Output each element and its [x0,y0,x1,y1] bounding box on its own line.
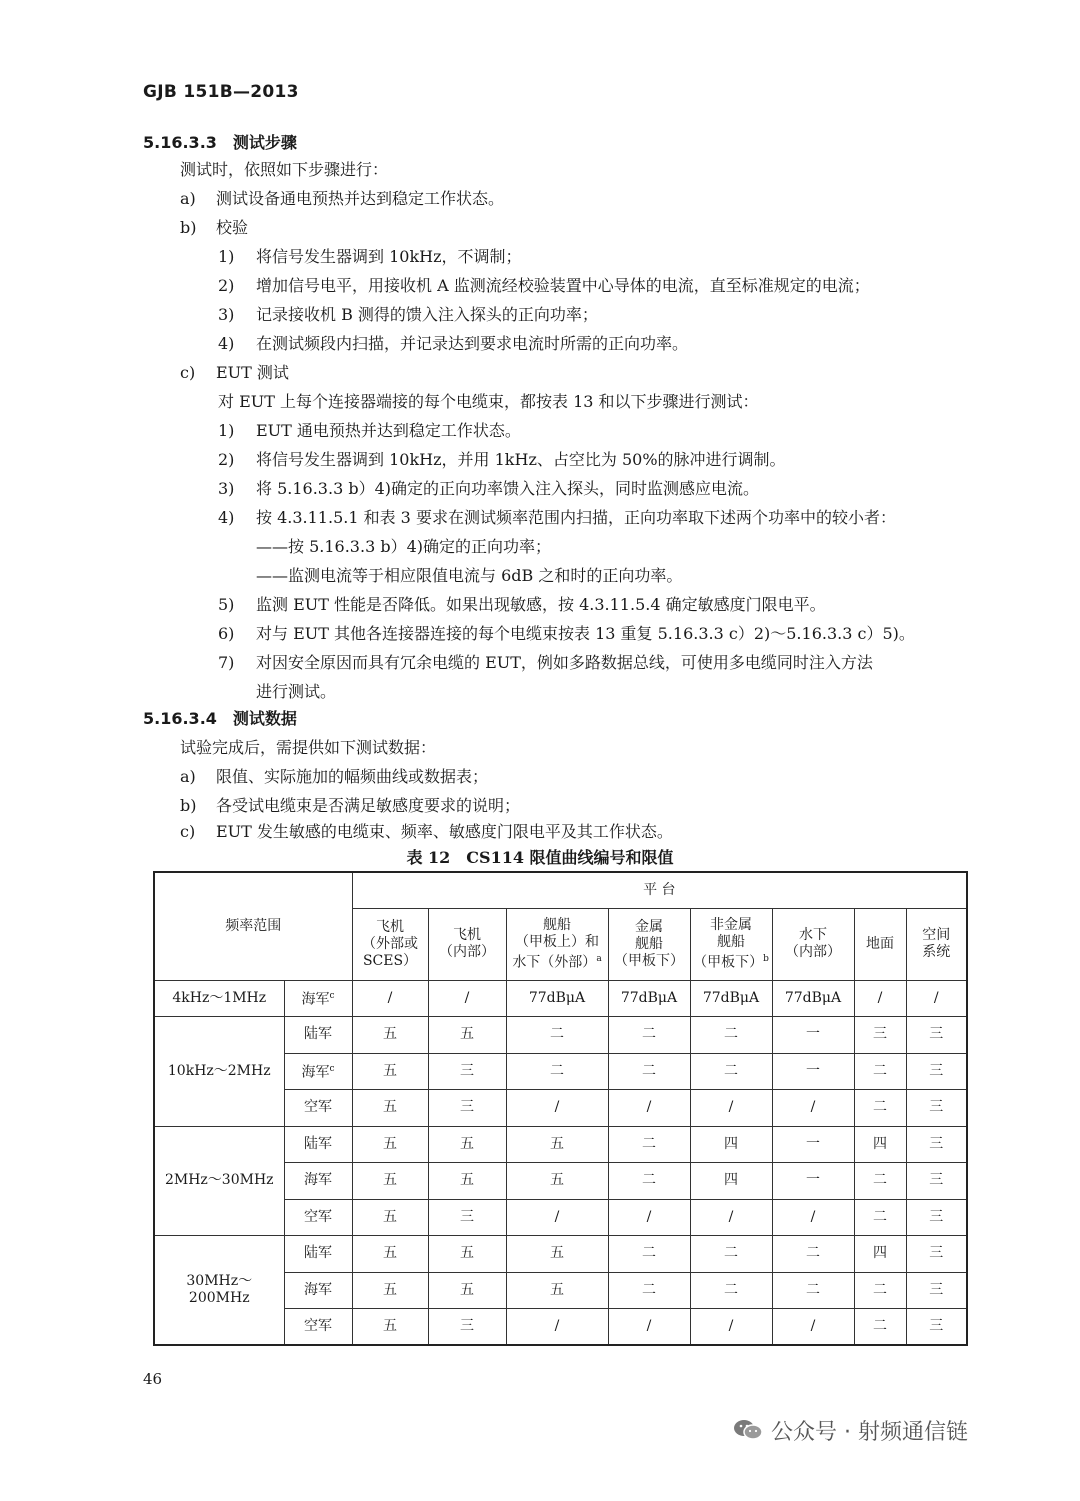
section-title: 测试步骤 [232,133,297,152]
limit-cell: 五 [352,1236,428,1273]
item-marker: b) [180,796,197,815]
limit-cell: 四 [854,1236,906,1273]
limit-cell: / [906,980,967,1017]
limit-cell: / [608,1199,690,1236]
header-line [693,951,770,972]
service-label: 空军 [304,1208,332,1225]
limit-cell: 三 [906,1017,967,1054]
freq-range-cell [154,1236,284,1346]
limit-cell: 二 [608,1126,690,1163]
limit-cell: / [772,1309,854,1346]
limit-cell: 二 [608,1017,690,1054]
item-marker: a) [180,767,196,786]
item-marker: 1) [218,421,235,440]
limit-cell: 五 [352,1272,428,1309]
limit-cell: 77dBμA [506,980,608,1017]
limit-cell: 二 [772,1236,854,1273]
footnote-marker: a [596,953,602,964]
limit-cell: 二 [608,1053,690,1090]
limit-cell: 五 [428,1272,506,1309]
limit-cell: 四 [690,1126,772,1163]
freq-range-cell: 2MHz～30MHz [154,1126,284,1236]
table-row [154,1126,967,1163]
page-number: 46 [143,1370,163,1388]
limit-cell: / [690,1309,772,1346]
limit-cell: / [428,980,506,1017]
cs114-limits-table [153,871,968,1346]
item-marker: 6) [218,624,235,643]
limit-cell: 三 [906,1090,967,1127]
item-marker: c) [180,363,196,382]
limit-cell: 五 [352,1163,428,1200]
header-line: 空间 [922,927,951,943]
limit-cell: 一 [772,1053,854,1090]
limit-cell: 三 [428,1053,506,1090]
limit-cell: 77dBμA [608,980,690,1017]
item-marker: 2) [218,276,235,295]
limit-cell: 四 [690,1163,772,1200]
limit-cell: 五 [428,1236,506,1273]
limit-cell: 二 [854,1199,906,1236]
limit-cell: 三 [854,1017,906,1054]
limit-cell: 77dBμA [772,980,854,1017]
header-line-text: 水下（外部） [512,954,597,971]
list-item-text: 将 5.16.3.3 b）4)确定的正向功率馈入注入探头，同时监测感应电流。 [256,479,759,498]
limit-cell: 二 [854,1053,906,1090]
header-line: （内部） [785,944,841,960]
limit-cell: 二 [608,1236,690,1273]
freq-range-line: 30MHz～ [186,1273,253,1289]
limit-cell: / [690,1199,772,1236]
platform-header: 平 台 [352,872,967,908]
header-line [509,951,606,972]
header-line: 飞机 [376,918,404,935]
dash-item: ——监测电流等于相应限值电流与 6dB 之和时的正向功率。 [256,566,683,585]
service-label: 海军 [304,1172,332,1189]
limit-cell: 77dBμA [690,980,772,1017]
limit-cell: 一 [772,1017,854,1054]
wechat-icon [733,1418,763,1442]
service-cell [284,1090,352,1127]
limit-cell: / [608,1090,690,1127]
service-cell [284,1053,352,1090]
limit-cell: 五 [428,1163,506,1200]
limit-cell: 三 [428,1199,506,1236]
limit-cell: 二 [854,1090,906,1127]
limit-cell: 一 [772,1163,854,1200]
limit-cell: 五 [506,1126,608,1163]
limit-cell: 五 [352,1126,428,1163]
limit-cell: / [690,1090,772,1127]
service-label: 陆军 [304,1245,332,1262]
limit-cell: 三 [428,1090,506,1127]
service-cell [284,980,352,1017]
limit-cell: 三 [906,1309,967,1346]
list-item-text: 记录接收机 B 测得的馈入注入探头的正向功率； [256,305,598,324]
limit-cell: 二 [506,1017,608,1054]
limit-cell: 二 [690,1272,772,1309]
limit-cell: 二 [854,1309,906,1346]
service-label: 海军 [304,1281,332,1298]
limit-cell: 二 [690,1236,772,1273]
item-marker: 4) [218,508,235,527]
list-item-text: 校验 [216,218,249,237]
platform-column-header [690,908,772,980]
service-cell [284,1199,352,1236]
item-marker: 3) [218,479,235,498]
list-item-text: 限值、实际施加的幅频曲线或数据表； [216,767,489,786]
freq-range-header: 频率范围 [154,872,352,980]
item-marker: 4) [218,334,235,353]
limit-cell: 五 [506,1236,608,1273]
service-label: 空军 [304,1318,332,1334]
list-item-text: 对因安全原因而具有冗余电缆的 EUT，例如多路数据总线，可使用多电缆同时注入方法 [256,653,873,672]
service-label: 海军 [301,991,330,1008]
list-item-text: 测试设备通电预热并达到稳定工作状态。 [216,189,505,208]
item-marker: c) [180,822,196,841]
header-line: 舰船 [543,916,571,933]
list-item-text: EUT 通电预热并达到稳定工作状态。 [256,421,521,440]
limit-cell: 三 [906,1126,967,1163]
header-line: （外部或 [362,935,418,952]
watermark-text: 公众号 · 射频通信链 [771,1419,968,1445]
standard-header: GJB 151B—2013 [143,82,299,102]
platform-column-header [608,908,690,980]
service-label: 空军 [304,1099,332,1116]
platform-column-header [352,908,428,980]
header-line: （甲板上）和 [515,933,599,950]
paragraph: 对 EUT 上每个连接器端接的每个电缆束，都按表 13 和以下步骤进行测试： [218,392,759,411]
limit-cell: 五 [506,1163,608,1200]
item-marker: 1) [218,247,235,266]
list-item-text: 监测 EUT 性能是否降低。如果出现敏感，按 4.3.11.5.4 确定敏感度门限电平。 [256,595,826,614]
limit-cell: 四 [854,1126,906,1163]
item-marker: 5) [218,595,235,614]
list-item-text-continued: 进行测试。 [256,682,337,701]
service-cell [284,1236,352,1273]
limit-cell: 五 [352,1199,428,1236]
limit-cell: / [506,1309,608,1346]
watermark [733,1410,1053,1450]
limit-cell: 五 [428,1126,506,1163]
header-line: 系统 [922,944,951,960]
limit-cell: / [772,1199,854,1236]
limit-cell: / [506,1090,608,1127]
table-row [154,1236,967,1273]
table-caption [0,848,1080,868]
limit-cell: 三 [428,1309,506,1346]
limit-cell: 五 [506,1272,608,1309]
list-item-text: 在测试频段内扫描，并记录达到要求电流时所需的正向功率。 [256,334,689,353]
service-cell [284,1272,352,1309]
service-cell [284,1309,352,1346]
freq-range-line: 200MHz [188,1290,250,1306]
limit-cell: / [608,1309,690,1346]
limit-cell: 二 [608,1272,690,1309]
list-item-text: 将信号发生器调到 10kHz，并用 1kHz、占空比为 50%的脉冲进行调制。 [256,450,786,469]
item-marker: b) [180,218,197,237]
limit-cell: 五 [352,1053,428,1090]
table-row [154,980,967,1017]
header-line: 舰船 [635,935,663,952]
limit-cell: 一 [772,1126,854,1163]
limit-cell: 三 [906,1163,967,1200]
header-line: 非金属 [710,916,752,933]
list-item-text: 增加信号电平，用接收机 A 监测流经校验装置中心导体的电流，直至标准规定的电流； [256,276,870,295]
limit-cell: 二 [690,1053,772,1090]
freq-range-cell: 4kHz～1MHz [154,980,284,1017]
service-label: 陆军 [304,1026,332,1043]
header-line: 飞机 [453,927,481,943]
header-line-text: （甲板下） [693,954,764,971]
list-item-text: EUT 发生敏感的电缆束、频率、敏感度门限电平及其工作状态。 [216,822,673,841]
header-line: 舰船 [717,933,745,950]
list-item-text: EUT 测试 [216,363,289,382]
limit-cell: 五 [352,1090,428,1127]
list-item-text: 按 4.3.11.5.1 和表 3 要求在测试频率范围内扫描，正向功率取下述两个功率中的较小者： [256,508,896,527]
item-marker: 2) [218,450,235,469]
footnote-marker: b [763,953,769,964]
limit-cell: 三 [906,1236,967,1273]
list-item-text: 对与 EUT 其他各连接器连接的每个电缆束按表 13 重复 5.16.3.3 c）2)～5.16.3.3 c）5)。 [256,624,915,643]
limit-cell: 二 [854,1163,906,1200]
freq-range-cell: 10kHz～2MHz [154,1017,284,1127]
platform-column-header [772,908,854,980]
list-item-text: 各受试电缆束是否满足敏感度要求的说明； [216,796,521,815]
service-label: 陆军 [304,1135,332,1152]
platform-column-header [906,908,967,980]
table-number: 表 12 [406,848,451,867]
limit-cell: / [772,1090,854,1127]
limit-cell: 三 [906,1199,967,1236]
limit-cell: 三 [906,1053,967,1090]
section-heading-test-data [143,709,297,729]
limit-cell: / [352,980,428,1017]
section-number: 5.16.3.3 [143,133,217,152]
limit-cell: 五 [352,1309,428,1346]
limit-cell: / [854,980,906,1017]
item-marker: a) [180,189,196,208]
limit-cell: 二 [608,1163,690,1200]
paragraph: 测试时，依照如下步骤进行： [180,160,389,179]
limit-cell: 二 [772,1272,854,1309]
section-number: 5.16.3.4 [143,709,217,728]
platform-column-header [506,908,608,980]
limit-cell: 三 [906,1272,967,1309]
limit-cell: 五 [352,1017,428,1054]
header-line: SCES） [362,952,418,969]
service-cell [284,1017,352,1054]
header-line: （甲板下） [614,952,684,969]
limit-cell: 二 [506,1053,608,1090]
header-line: （内部） [439,944,495,960]
platform-column-header [854,908,906,980]
section-heading-test-steps [143,133,297,153]
header-line: 水下 [799,927,827,943]
service-cell [284,1163,352,1200]
table-row [154,1017,967,1054]
header-line: 地面 [866,935,894,952]
list-item-text: 将信号发生器调到 10kHz，不调制； [256,247,522,266]
header-line: 金属 [635,918,663,935]
dash-item: ——按 5.16.3.3 b）4)确定的正向功率； [256,537,551,556]
item-marker: 7) [218,653,235,672]
limit-cell: 二 [690,1017,772,1054]
platform-column-header [428,908,506,980]
service-label: 海军 [301,1064,330,1081]
paragraph: 试验完成后，需提供如下测试数据： [180,738,437,757]
section-title: 测试数据 [232,709,297,728]
table-header-row [154,872,967,908]
footnote-marker: c [329,1063,335,1074]
footnote-marker: c [329,990,335,1001]
item-marker: 3) [218,305,235,324]
limit-cell: 二 [854,1272,906,1309]
limit-cell: / [506,1199,608,1236]
limit-cell: 五 [428,1017,506,1054]
table-title: CS114 限值曲线编号和限值 [466,848,674,867]
service-cell [284,1126,352,1163]
